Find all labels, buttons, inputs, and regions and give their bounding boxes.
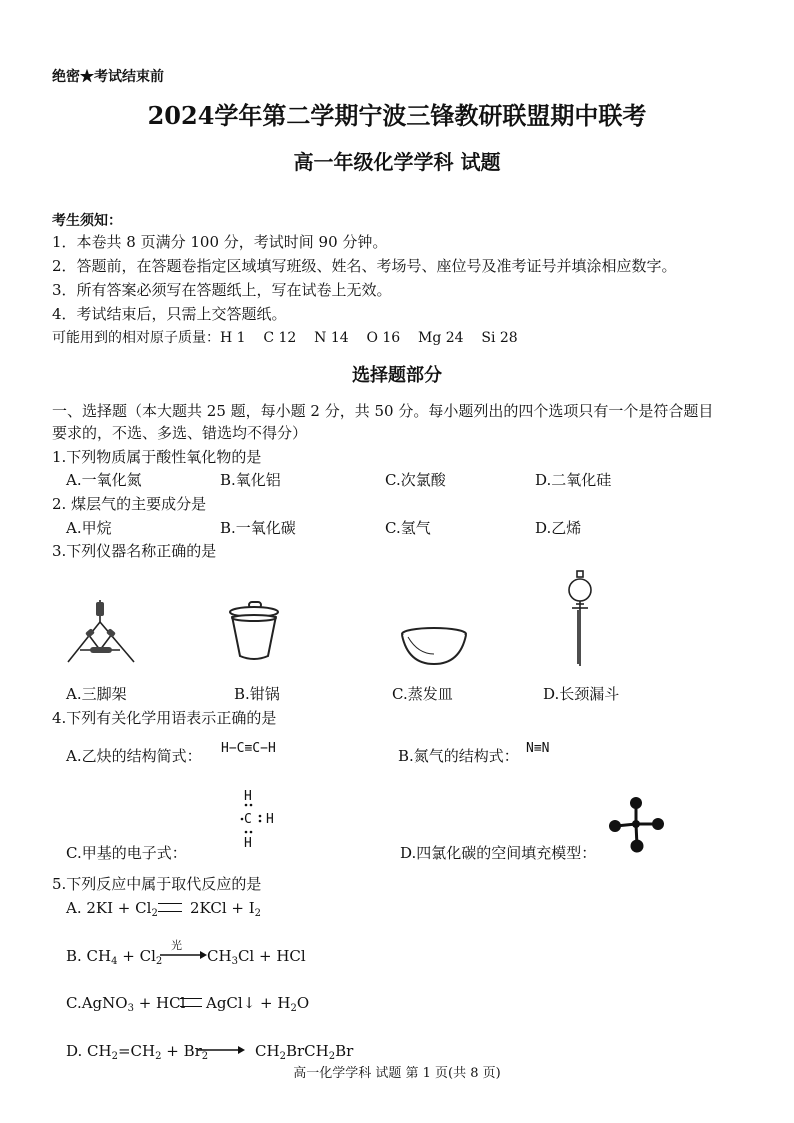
q4-option-c-label: C.甲基的电子式： — [66, 844, 187, 862]
acetylene-formula: H−C≡C−H — [221, 741, 276, 756]
q5-option-d: D. $CH_2=CH_2 + Br_2$ — [66, 1042, 209, 1062]
q5-option-d-products: $CH_2BrCH_2Br$ — [255, 1042, 354, 1062]
atomic-mass-line: 可能用到的相对原子质量：H 1 C 12 N 14 O 16 Mg 24 Si 28 — [52, 330, 518, 346]
q3-option-a: A.三脚架 — [66, 685, 127, 703]
q3-option-c: C.蒸发皿 — [392, 685, 453, 703]
instructions-line: 一、选择题（本大题共 25 题，每小题 2 分，共 50 分。每小题列出的四个选项只有一个是符合题目 — [52, 402, 714, 420]
q5-option-a-products: $2KCl + I_2$ — [190, 899, 262, 919]
separatory-funnel-icon — [566, 570, 594, 668]
question-5-stem: 5.下列反应中属于取代反应的是 — [52, 875, 262, 893]
notice-item: 2．答题前，在答题卷指定区域填写班级、姓名、考场号、座位号及准考证号并填涂相应数字。 — [52, 257, 677, 275]
q4-option-a-label: A.乙炔的结构简式： — [66, 747, 202, 765]
instructions-line: 要求的，不选、多选、错选均不得分） — [52, 424, 308, 442]
q3-option-b: B.钳锅 — [234, 685, 280, 703]
q3-option-d: D.长颈漏斗 — [543, 685, 620, 703]
q1-option-d: D.二氧化硅 — [535, 471, 612, 489]
notice-item: 3．所有答案必须写在答题纸上，写在试卷上无效。 — [52, 281, 392, 299]
q2-option-a: A.甲烷 — [66, 519, 112, 537]
confidential-mark: 绝密★考试结束前 — [52, 69, 164, 85]
arrow-icon — [160, 950, 208, 960]
q1-option-c: C.次氯酸 — [385, 471, 446, 489]
methyl-h-right: H — [266, 812, 274, 827]
methyl-h-bottom: H — [244, 836, 252, 851]
exam-title: 2024学年第二学期宁波三锋教研联盟期中联考 — [147, 101, 647, 130]
question-3-stem: 3.下列仪器名称正确的是 — [52, 542, 217, 560]
nitrogen-formula: N≡N — [526, 741, 550, 756]
clay-triangle-icon — [62, 598, 138, 666]
equals-sign-icon — [180, 998, 202, 1007]
ccl4-model-icon — [606, 796, 666, 854]
methyl-carbon: C — [244, 812, 252, 827]
section-title: 选择题部分 — [352, 365, 442, 386]
q1-option-b: B.氧化铝 — [220, 471, 281, 489]
crucible-icon — [226, 598, 282, 662]
q2-option-b: B.一氧化碳 — [220, 519, 296, 537]
question-4-stem: 4.下列有关化学用语表示正确的是 — [52, 709, 277, 727]
q1-option-a: A.一氧化氮 — [66, 471, 142, 489]
arrow-icon — [198, 1045, 246, 1055]
evaporating-dish-icon — [398, 626, 470, 668]
question-2-stem: 2. 煤层气的主要成分是 — [52, 495, 207, 513]
q5-option-c-products: AgCl↓ + $H_2O$ — [206, 994, 310, 1014]
light-condition: 光 — [171, 939, 182, 952]
notice-item: 4．考试结束后，只需上交答题纸。 — [52, 305, 287, 323]
notice-item: 1．本卷共 8 页满分 100 分，考试时间 90 分钟。 — [52, 233, 388, 251]
q4-option-d-label: D.四氯化碳的空间填充模型： — [400, 844, 597, 862]
question-1-stem: 1.下列物质属于酸性氧化物的是 — [52, 448, 262, 466]
methyl-h-top: H — [244, 789, 252, 804]
q5-option-a: A. $2KI + Cl_2$ — [66, 899, 158, 919]
q2-option-c: C.氢气 — [385, 519, 431, 537]
q5-option-b-products: $CH_3Cl$ + HCl — [207, 947, 306, 967]
q4-option-b-label: B.氮气的结构式： — [398, 747, 519, 765]
q5-option-c: C.AgNO$_3$ + HCl — [66, 994, 186, 1014]
q2-option-d: D.乙烯 — [535, 519, 582, 537]
notice-heading: 考生须知： — [52, 213, 122, 229]
equals-sign-icon — [158, 903, 182, 912]
page-footer: 高一化学学科 试题 第 1 页(共 8 页) — [293, 1066, 501, 1081]
q5-option-b: B. $CH_4 + Cl_2$ — [66, 947, 163, 967]
electron-dots-icon — [240, 800, 270, 840]
exam-subtitle: 高一年级化学学科 试题 — [293, 150, 501, 174]
